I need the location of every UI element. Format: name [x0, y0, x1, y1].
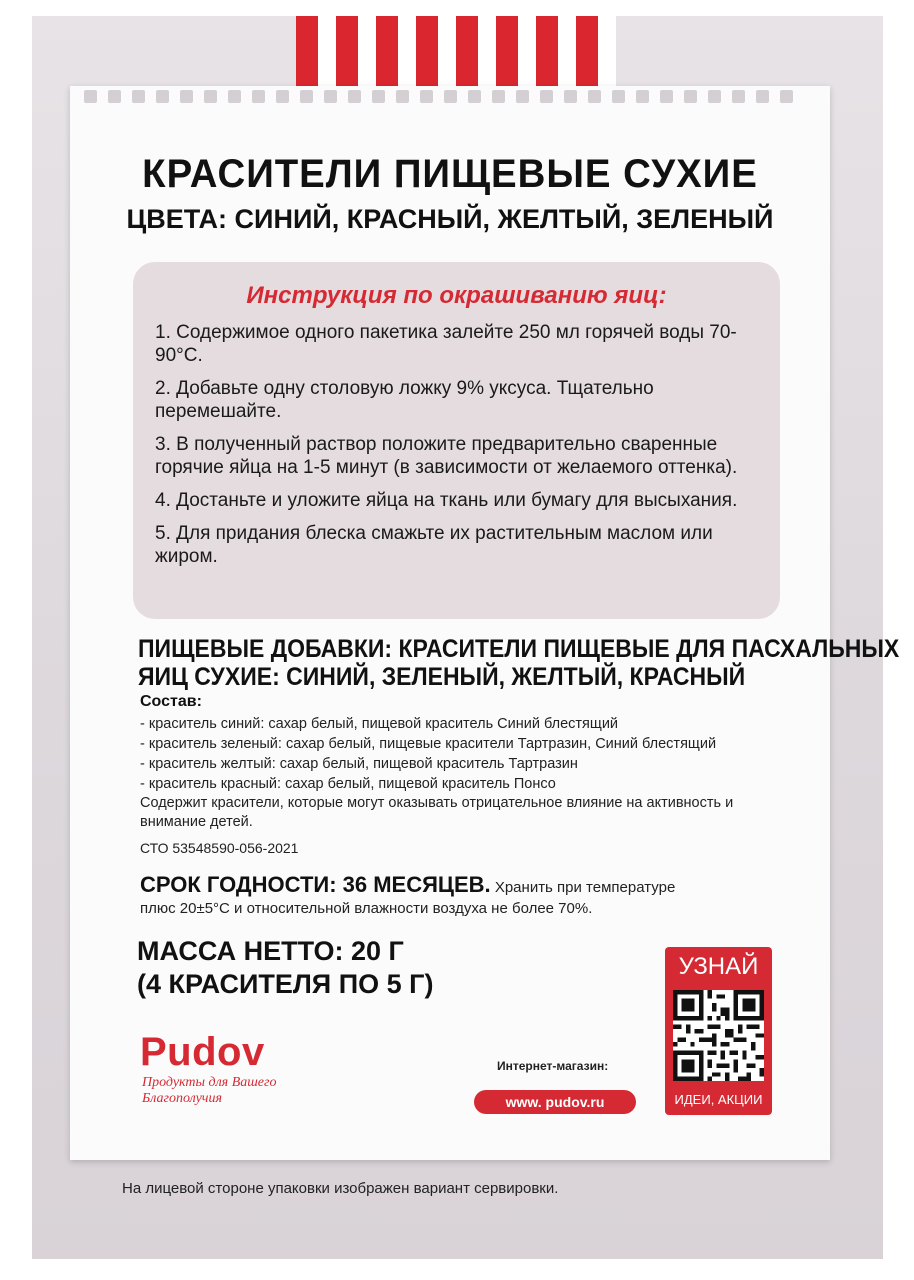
composition-item: - краситель зеленый: сахар белый, пищевые красители Тартразин, Синий блестящий — [140, 736, 717, 752]
net-weight-line-1: МАССА НЕТТО: 20 Г — [137, 936, 404, 966]
shelf-life-title: СРОК ГОДНОСТИ: 36 МЕСЯЦЕВ. — [140, 872, 491, 897]
brand-tagline-1: Продукты для Вашего — [142, 1075, 277, 1090]
online-shop-label: Интернет-магазин: — [497, 1059, 609, 1073]
qr-code-icon — [673, 990, 764, 1081]
qr-block[interactable] — [665, 947, 772, 1115]
net-weight — [137, 935, 433, 1001]
composition-item: - краситель желтый: сахар белый, пищевой краситель Тартразин — [140, 756, 578, 772]
product-title: КРАСИТЕЛИ ПИЩЕВЫЕ СУХИЕ — [142, 152, 758, 196]
brand-name: Pudov — [140, 1030, 265, 1074]
brand-tagline-2: Благополучия — [142, 1091, 222, 1106]
qr-bottom-text: ИДЕИ, АКЦИИ — [674, 1092, 763, 1107]
additives-line-2: ЯИЦ СУХИЕ: СИНИЙ, ЗЕЛЕНЫЙ, ЖЕЛТЫЙ, КРАСНЫЙ — [138, 663, 746, 691]
notebook-holes — [84, 90, 834, 104]
product-colors: ЦВЕТА: СИНИЙ, КРАСНЫЙ, ЖЕЛТЫЙ, ЗЕЛЕНЫЙ — [126, 204, 774, 234]
instructions-title: Инструкция по окрашиванию яиц: — [246, 282, 667, 309]
instruction-step: 3. В полученный раствор положите предварительно сваренные горячие яйца на 1-5 минут (в зависимости от желаемого оттенка). — [155, 434, 738, 478]
composition-list — [140, 714, 780, 794]
composition-label: Состав: — [140, 693, 202, 710]
net-weight-line-2: (4 КРАСИТЕЛЯ ПО 5 Г) — [137, 969, 434, 999]
instruction-step: 1. Содержимое одного пакетика залейте 250 мл горячей воды 70-90°С. — [155, 322, 737, 366]
instruction-step: 2. Добавьте одну столовую ложку 9% уксуса. Тщательно перемешайте. — [155, 378, 654, 422]
food-additives-heading — [138, 635, 900, 691]
serving-footnote: На лицевой стороне упаковки изображен вариант сервировки. — [122, 1180, 559, 1197]
standard-code: СТО 53548590-056-2021 — [140, 840, 299, 856]
brand-logo — [140, 1030, 276, 1107]
storage-conditions: Хранить при температуре плюс 20±5°С и относительной влажности воздуха не более 70%. — [140, 879, 676, 917]
shop-url-link[interactable]: www. pudov.ru — [474, 1090, 636, 1114]
instruction-step: 5. Для придания блеска смажьте их растительным маслом или жиром. — [155, 523, 713, 567]
instructions-steps — [155, 321, 768, 578]
dye-warning: Содержит красители, которые могут оказывать отрицательное влияние на активность и внимание детей. — [140, 795, 734, 830]
instructions-panel — [133, 262, 780, 619]
composition-item: - краситель красный: сахар белый, пищевой краситель Понсо — [140, 776, 556, 792]
composition-item: - краситель синий: сахар белый, пищевой краситель Синий блестящий — [140, 716, 619, 732]
instruction-step: 4. Достаньте и уложите яйца на ткань или бумагу для высыхания. — [155, 490, 738, 511]
additives-line-1: ПИЩЕВЫЕ ДОБАВКИ: КРАСИТЕЛИ ПИЩЕВЫЕ ДЛЯ ПАСХАЛЬНЫХ — [138, 635, 900, 663]
shelf-life — [140, 872, 700, 919]
qr-top-text: УЗНАЙ — [678, 953, 759, 980]
